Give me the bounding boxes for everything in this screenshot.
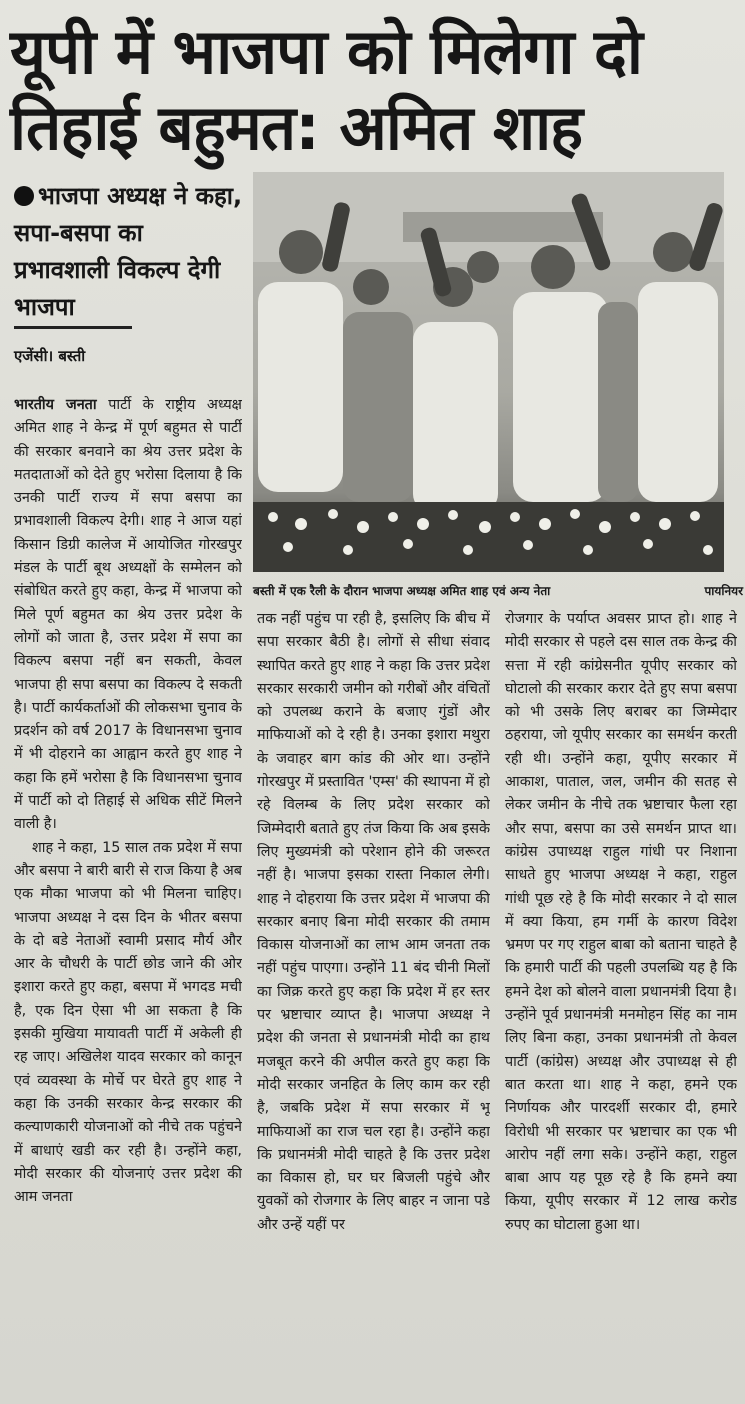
photo-caption bbox=[253, 582, 743, 599]
article-column-2-text: तक नहीं पहुंच पा रही है, इसलिए कि बीच में सपा सरकार बैठी है। लोगों से सीधा संवाद स्थापित करते हुए शाह ने कहा कि उत्तर प्रदेश सरकार सरकारी जमीन को गरीबों और वंचितों को उपलब्ध कराने के बजाए गुंडों और माफियाओं को दे रही है। उनका इशारा मथुरा के जवाहर बाग कांड की ओर था। उन्होंने गोरखपुर में प्रस्तावित 'एम्स' की स्थापना में हो रहे विलम्ब के लिए प्रदेश सरकार को जिम्मेदारी बताते हुए तंज किया कि अब इसके लिए मुख्यमंत्री को परेशान होने की जरूरत नहीं है। भाजपा इसका रास्ता निकाल लेगी। शाह ने दोहराया कि उत्तर प्रदेश में भाजपा की सरकार बनाए बिना मोदी सरकार की तमाम विकास योजनाओं का लाभ आम जनता तक नहीं पहुंच पाएगा। उन्होंने 11 बंद चीनी मिलों का जिक्र करते हुए कहा कि प्रदेश में हर स्तर पर भ्रष्टाचार व्याप्त है। भाजपा अध्यक्ष ने प्रदेश की जनता से प्रधानमंत्री मोदी का हाथ मजबूत करने की अपील करते हुए कहा कि मोदी सरकार जनहित के लिए काम कर रही है, जबकि प्रदेश में सपा सरकार में भू माफियाओं का राज चल रहा है। उन्होंने कहा कि प्रधानमंत्री मोदी चाहते है कि उत्तर प्रदेश का विकास हो, घर घर बिजली पहुंचे और युवकों को रोजगार के लिए बाहर न जाना पडे और उन्हें यहीं पर bbox=[257, 611, 490, 1233]
lead-words: भारतीय जनता bbox=[14, 397, 97, 413]
subheadline bbox=[14, 178, 246, 326]
subheadline-text: भाजपा अध्यक्ष ने कहा, सपा-बसपा का प्रभावशाली विकल्प देगी भाजपा bbox=[14, 182, 243, 321]
article-column-3-text: रोजगार के पर्याप्त अवसर प्राप्त हो। शाह ने मोदी सरकार से पहले दस साल तक केन्द्र की सत्ता में रही कांग्रेसनीत यूपीए सरकार को घोटालो की सरकार करार देते हुए सपा बसपा को भी उसके लिए बराबर का जिम्मेदार ठहराया, जो यूपीए सरकार का समर्थन करती रही थी। उन्होंने कहा, यूपीए सरकार में आकाश, पाताल, जल, जमीन की सतह से लेकर जमीन के नीचे तक भ्रष्टाचार फैला रहा और सपा, बसपा का उसे समर्थन प्राप्त था। कांग्रेस उपाध्यक्ष राहुल गांधी पर निशाना साधते हुए भाजपा अध्यक्ष ने कहा, राहुल गांधी पूछ रहे है कि मोदी सरकार ने दो साल में क्या किया, हम गर्मी के कारण विदेश भ्रमण पर गए राहुल बाबा को बताना चाहते है कि हमारी पार्टी की पहली उपलब्धि यह है कि हमने देश को बोलने वाला प्रधानमंत्री दिया है। उन्होंने पूर्व प्रधानमंत्री मनमोहन सिंह का नाम लिए बिना कहा, उनका प्रधानमंत्री तो केवल पार्टी (कांग्रेस) अध्यक्ष और उपाध्यक्ष से ही बात करता था। शाह ने कहा, हमने एक निर्णायक और पारदर्शी सरकार दी, हमारे विरोधी भी सरकार पर भ्रष्टाचार का एक भी आरोप नहीं लगा सके। उन्होंने कहा, राहुल बाबा आप यह पूछ रहे है कि हमने क्या किया, यूपीए सरकार में 12 लाख करोड रुपए का घोटाला हुआ था। bbox=[505, 611, 737, 1233]
article-paragraph-2: शाह ने कहा, 15 साल तक प्रदेश में सपा और बसपा ने बारी बारी से राज किया है अब एक मौका भाजपा को भी मिलना चाहिए। भाजपा अध्यक्ष ने दस दिन के भीतर बसपा के दो बडे नेताओं स्वामी प्रसाद मौर्य और आर के चौधरी के पार्टी छोड जाने की ओर इशारा करते हुए कहा, बसपा में भगदड मची है, एक दिन ऐसा भी आ सकता है कि इसकी मुखिया मायावती पार्टी में अकेली ही रह जाए। अखिलेश यादव सरकार को कानून एवं व्यवस्था के मोर्चे पर घेरते हुए शाह ने कहा कि उनकी सरकार केन्द्र सरकार की कल्याणकारी योजनाओं को नीचे तक पहुंचने में बाधाएं खडी कर रही है। उन्होंने कहा, मोदी सरकार की योजनाएं उत्तर प्रदेश की आम जनता bbox=[14, 839, 242, 1206]
photo-credit: पायनियर bbox=[704, 584, 743, 598]
headline: यूपी में भाजपा को मिलेगा दो तिहाई बहुमत: अमित शाह bbox=[10, 15, 642, 164]
article-column-3 bbox=[505, 608, 737, 1402]
rally-photo-illustration bbox=[253, 172, 724, 572]
photo-caption-text: बस्ती में एक रैली के दौरान भाजपा अध्यक्ष अमित शाह एवं अन्य नेता bbox=[253, 584, 551, 598]
bullet-icon bbox=[14, 186, 34, 206]
article-column-1 bbox=[14, 394, 242, 1402]
subheadline-rule bbox=[14, 326, 132, 329]
dateline: एजेंसी। बस्ती bbox=[14, 347, 86, 365]
article-paragraph-1 bbox=[14, 394, 242, 837]
article-column-2 bbox=[257, 608, 490, 1402]
rally-photo bbox=[253, 172, 724, 572]
paragraph-1-text: पार्टी के राष्ट्रीय अध्यक्ष अमित शाह ने केन्द्र में पूर्ण बहुमत से पार्टी की सरकार बनवाने का श्रेय उत्तर प्रदेश के मतदाताओं को देते हुए भरोसा दिलाया है कि उनकी पार्टी राज्य में सपा बसपा का प्रभावशाली विकल्प देगी। शाह ने आज यहां किसान डिग्री कालेज में आयोजित गोरखपुर मंडल के पार्टी बूथ अध्यक्षों के सम्मेलन को संबोधित करते हुए कहा, केन्द्र में भाजपा को मिले पूर्ण बहुमत का श्रेय उत्तर प्रदेश के लोगों को जाता है, उत्तर प्रदेश में सपा का विकल्प बसपा नहीं बन सकती, केवल भाजपा ही सपा बसपा का विकल्प दे सकती है। पार्टी कार्यकर्ताओं की लोकसभा चुनाव के प्रदर्शन को वर्ष 2017 के विधानसभा चुनाव में भी दोहराने का आह्वान करते हुए शाह ने कहा कि हमें भरोसा है कि विधानसभा चुनाव में पार्टी को दो तिहाई से अधिक सीटें मिलने वाली है। bbox=[14, 397, 242, 833]
